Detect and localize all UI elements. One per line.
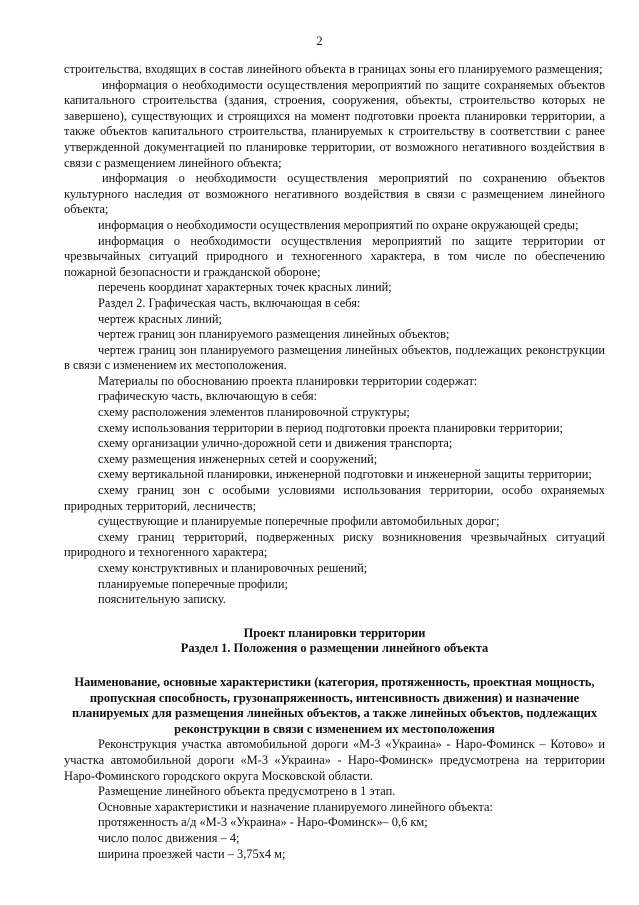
paragraph: Размещение линейного объекта предусмотрено в 1 этап. [98, 784, 396, 799]
paragraph: планируемые поперечные профили; [98, 576, 288, 591]
paragraph: чертеж красных линий; [98, 311, 222, 326]
document-body [64, 62, 605, 862]
paragraph: Основные характеристики и назначение планируемого линейного объекта: [98, 799, 493, 814]
paragraph: схему границ зон с особыми условиями использования территории, особо охраняемых природных территорий, лесничеств; [64, 483, 605, 513]
paragraph: пояснительную записку. [98, 592, 226, 607]
paragraph: число полос движения – 4; [98, 830, 240, 845]
paragraph: чертеж границ зон планируемого размещения линейных объектов; [98, 327, 450, 342]
spacer [64, 608, 605, 626]
paragraph: Реконструкция участка автомобильной дороги «М-3 «Украина» - Наро-Фоминск – Котово» и участка автомобильной дороги «М-3 «Украина» - Наро-Фоминск» предусмотрена на территории Наро-Фоминского городского округа Московской области. [64, 737, 605, 783]
paragraph: схему использования территории в период подготовки проекта планировки территории; [98, 420, 563, 435]
paragraph: ширина проезжей части – 3,75х4 м; [98, 846, 286, 861]
paragraph: перечень координат характерных точек красных линий; [98, 280, 392, 295]
paragraph: информация о необходимости осуществления мероприятий по защите территории от чрезвычайных ситуаций природного и техногенного характера, в том числе по обеспечению пожарной безопасности и гражданской обороне; [64, 233, 605, 279]
paragraph: строительства, входящих в состав линейного объекта в границах зоны его планируемого размещения; [64, 62, 603, 76]
paragraph: схему размещения инженерных сетей и сооружений; [98, 451, 378, 466]
paragraph: информация о необходимости осуществления мероприятий по сохранению объектов культурного наследия от возможного негативного воздействия в связи с размещением линейного объекта; [64, 171, 605, 217]
page-number: 2 [316, 34, 323, 48]
paragraph: информация о необходимости осуществления мероприятий по защите сохраняемых объектов капитального строительства (здания, строения, сооружения, объекты, строительство которых не завершено), существующих и строящихся на момент подготовки проекта планировки территории, а также объектов капитального строительства, планируемых к строительству в соответствии с ранее утвержденной документацией по планировке территории, от возможного негативного воздействия в связи с размещением линейного объекта; [64, 77, 605, 170]
paragraph: схему конструктивных и планировочных решений; [98, 561, 368, 575]
paragraph: существующие и планируемые поперечные профили автомобильных дорог; [98, 514, 500, 529]
paragraph: протяженность а/д «М-3 «Украина» - Наро-Фоминск»– 0,6 км; [98, 815, 428, 830]
heading-section: Раздел 1. Положения о размещении линейного объекта [180, 641, 489, 656]
paragraph: схему границ территорий, подверженных риску возникновения чрезвычайных ситуаций природного и техногенного характера; [64, 529, 605, 560]
paragraph: информация о необходимости осуществления мероприятий по охране окружающей среды; [98, 217, 579, 232]
paragraph: схему расположения элементов планировочной структуры; [98, 405, 410, 420]
paragraph: Раздел 2. Графическая часть, включающая в себя: [98, 295, 361, 310]
heading-project: Проект планировки территории [243, 625, 426, 640]
paragraph: Материалы по обоснованию проекта планировки территории содержат: [98, 373, 478, 388]
heading-characteristics: Наименование, основные характеристики (категория, протяженность, проектная мощность, пропускная способность, грузонапряженность, интенсивность движения) и назначение планируемых для размещения линейных объектов, а также линейных объектов, подлежащих реконструкции в связи с изменением их местоположения [71, 674, 598, 736]
paragraph: схему организации улично-дорожной сети и движения транспорта; [98, 436, 453, 451]
paragraph: схему вертикальной планировки, инженерной подготовки и инженерной защиты территории; [98, 467, 592, 482]
paragraph: графическую часть, включающую в себя: [98, 389, 318, 404]
spacer [64, 657, 605, 675]
paragraph: чертеж границ зон планируемого размещения линейных объектов, подлежащих реконструкции в связи с изменением их местоположения. [64, 342, 605, 373]
